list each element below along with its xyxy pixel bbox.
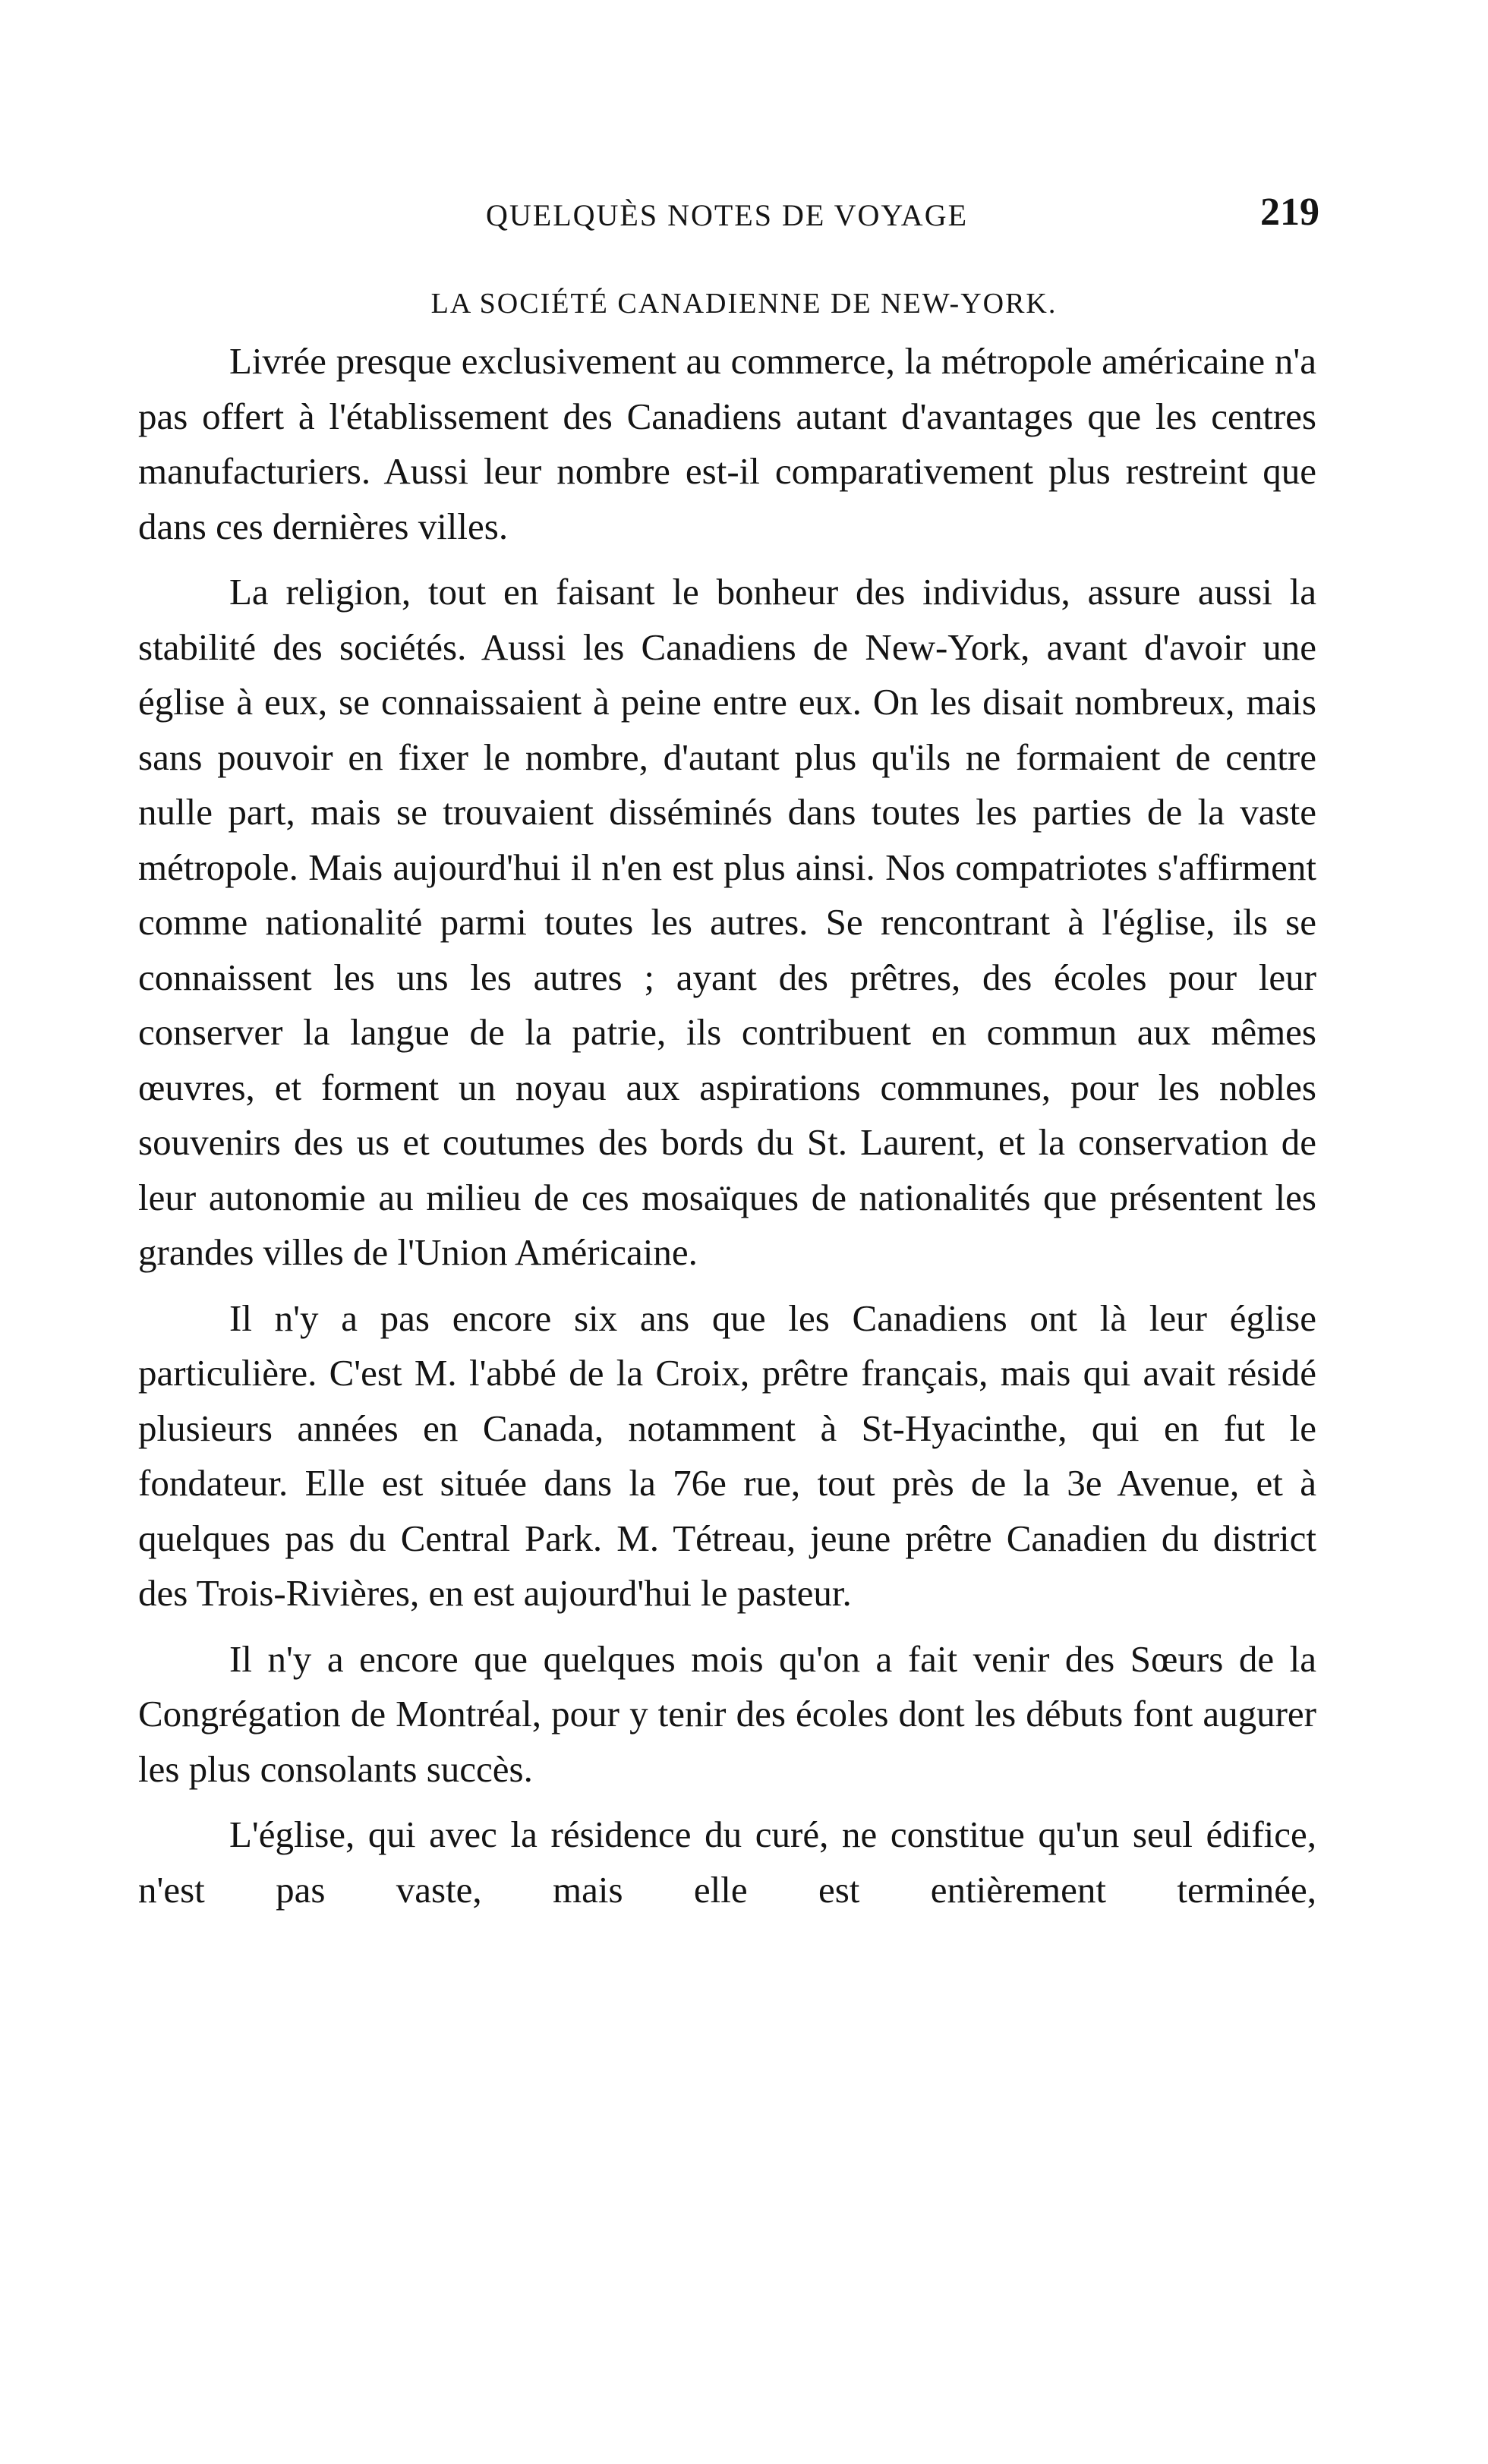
running-title: QUELQUÈS NOTES DE VOYAGE xyxy=(486,198,969,232)
section-heading: LA SOCIÉTÉ CANADIENNE DE NEW-YORK. xyxy=(430,288,1058,320)
paragraph: Il n'y a encore que quelques mois qu'on a fait venir des Sœurs de la Congrégation de Montréal, pour y tenir des écoles dont les débuts font augurer les plus consolants succès. xyxy=(138,1637,1316,1790)
paragraph: L'église, qui avec la résidence du curé, ne constitue qu'un seul édifice, n'est pas vaste, mais elle est entièrement terminée, xyxy=(138,1813,1316,1911)
page-number: 219 xyxy=(1260,191,1319,234)
paragraph: La religion, tout en faisant le bonheur des individus, assure aussi la stabilité des sociétés. Aussi les Canadiens de New-York, avant d'avoir une église à eux, se connaissaient à peine entre eux. On les disait nombreux, mais sans pouvoir en fixer le nombre, d'autant plus qu'ils ne formaient de centre nulle part, mais se trouvaient disséminés dans toutes les parties de la vaste métropole. Mais aujourd'hui il n'en est plus ainsi. Nos compatriotes s'affirment comme nationalité parmi toutes les autres. Se rencontrant à l'église, ils se connaissent les uns les autres ; ayant des prêtres, des écoles pour leur conserver la langue de la patrie, ils contribuent en commun aux mêmes œuvres, et forment un noyau aux aspirations communes, pour les nobles souvenirs des us et coutumes des bords du St. Laurent, et la conservation de leur autonomie au milieu de ces mosaïques de nationalités que présentent les grandes villes de l'Union Américaine. xyxy=(138,571,1316,1273)
paragraph: Il n'y a pas encore six ans que les Canadiens ont là leur église particulière. C'est M. l'abbé de la Croix, prêtre français, mais qui avait résidé plusieurs années en Canada, notamment à St-Hyacinthe, qui en fut le fondateur. Elle est située dans la 76e rue, tout près de la 3e Avenue, et à quelques pas du Central Park. M. Tétreau, jeune prêtre Canadien du district des Trois-Rivières, en est aujourd'hui le pasteur. xyxy=(138,1297,1316,1614)
body-text xyxy=(138,334,1316,1917)
page-header xyxy=(0,190,1488,235)
paragraph: Livrée presque exclusivement au commerce, la métropole américaine n'a pas offert à l'établissement des Canadiens autant d'avantages que les centres manufacturiers. Aussi leur nombre est-il comparativement plus restreint que dans ces dernières villes. xyxy=(138,340,1316,547)
